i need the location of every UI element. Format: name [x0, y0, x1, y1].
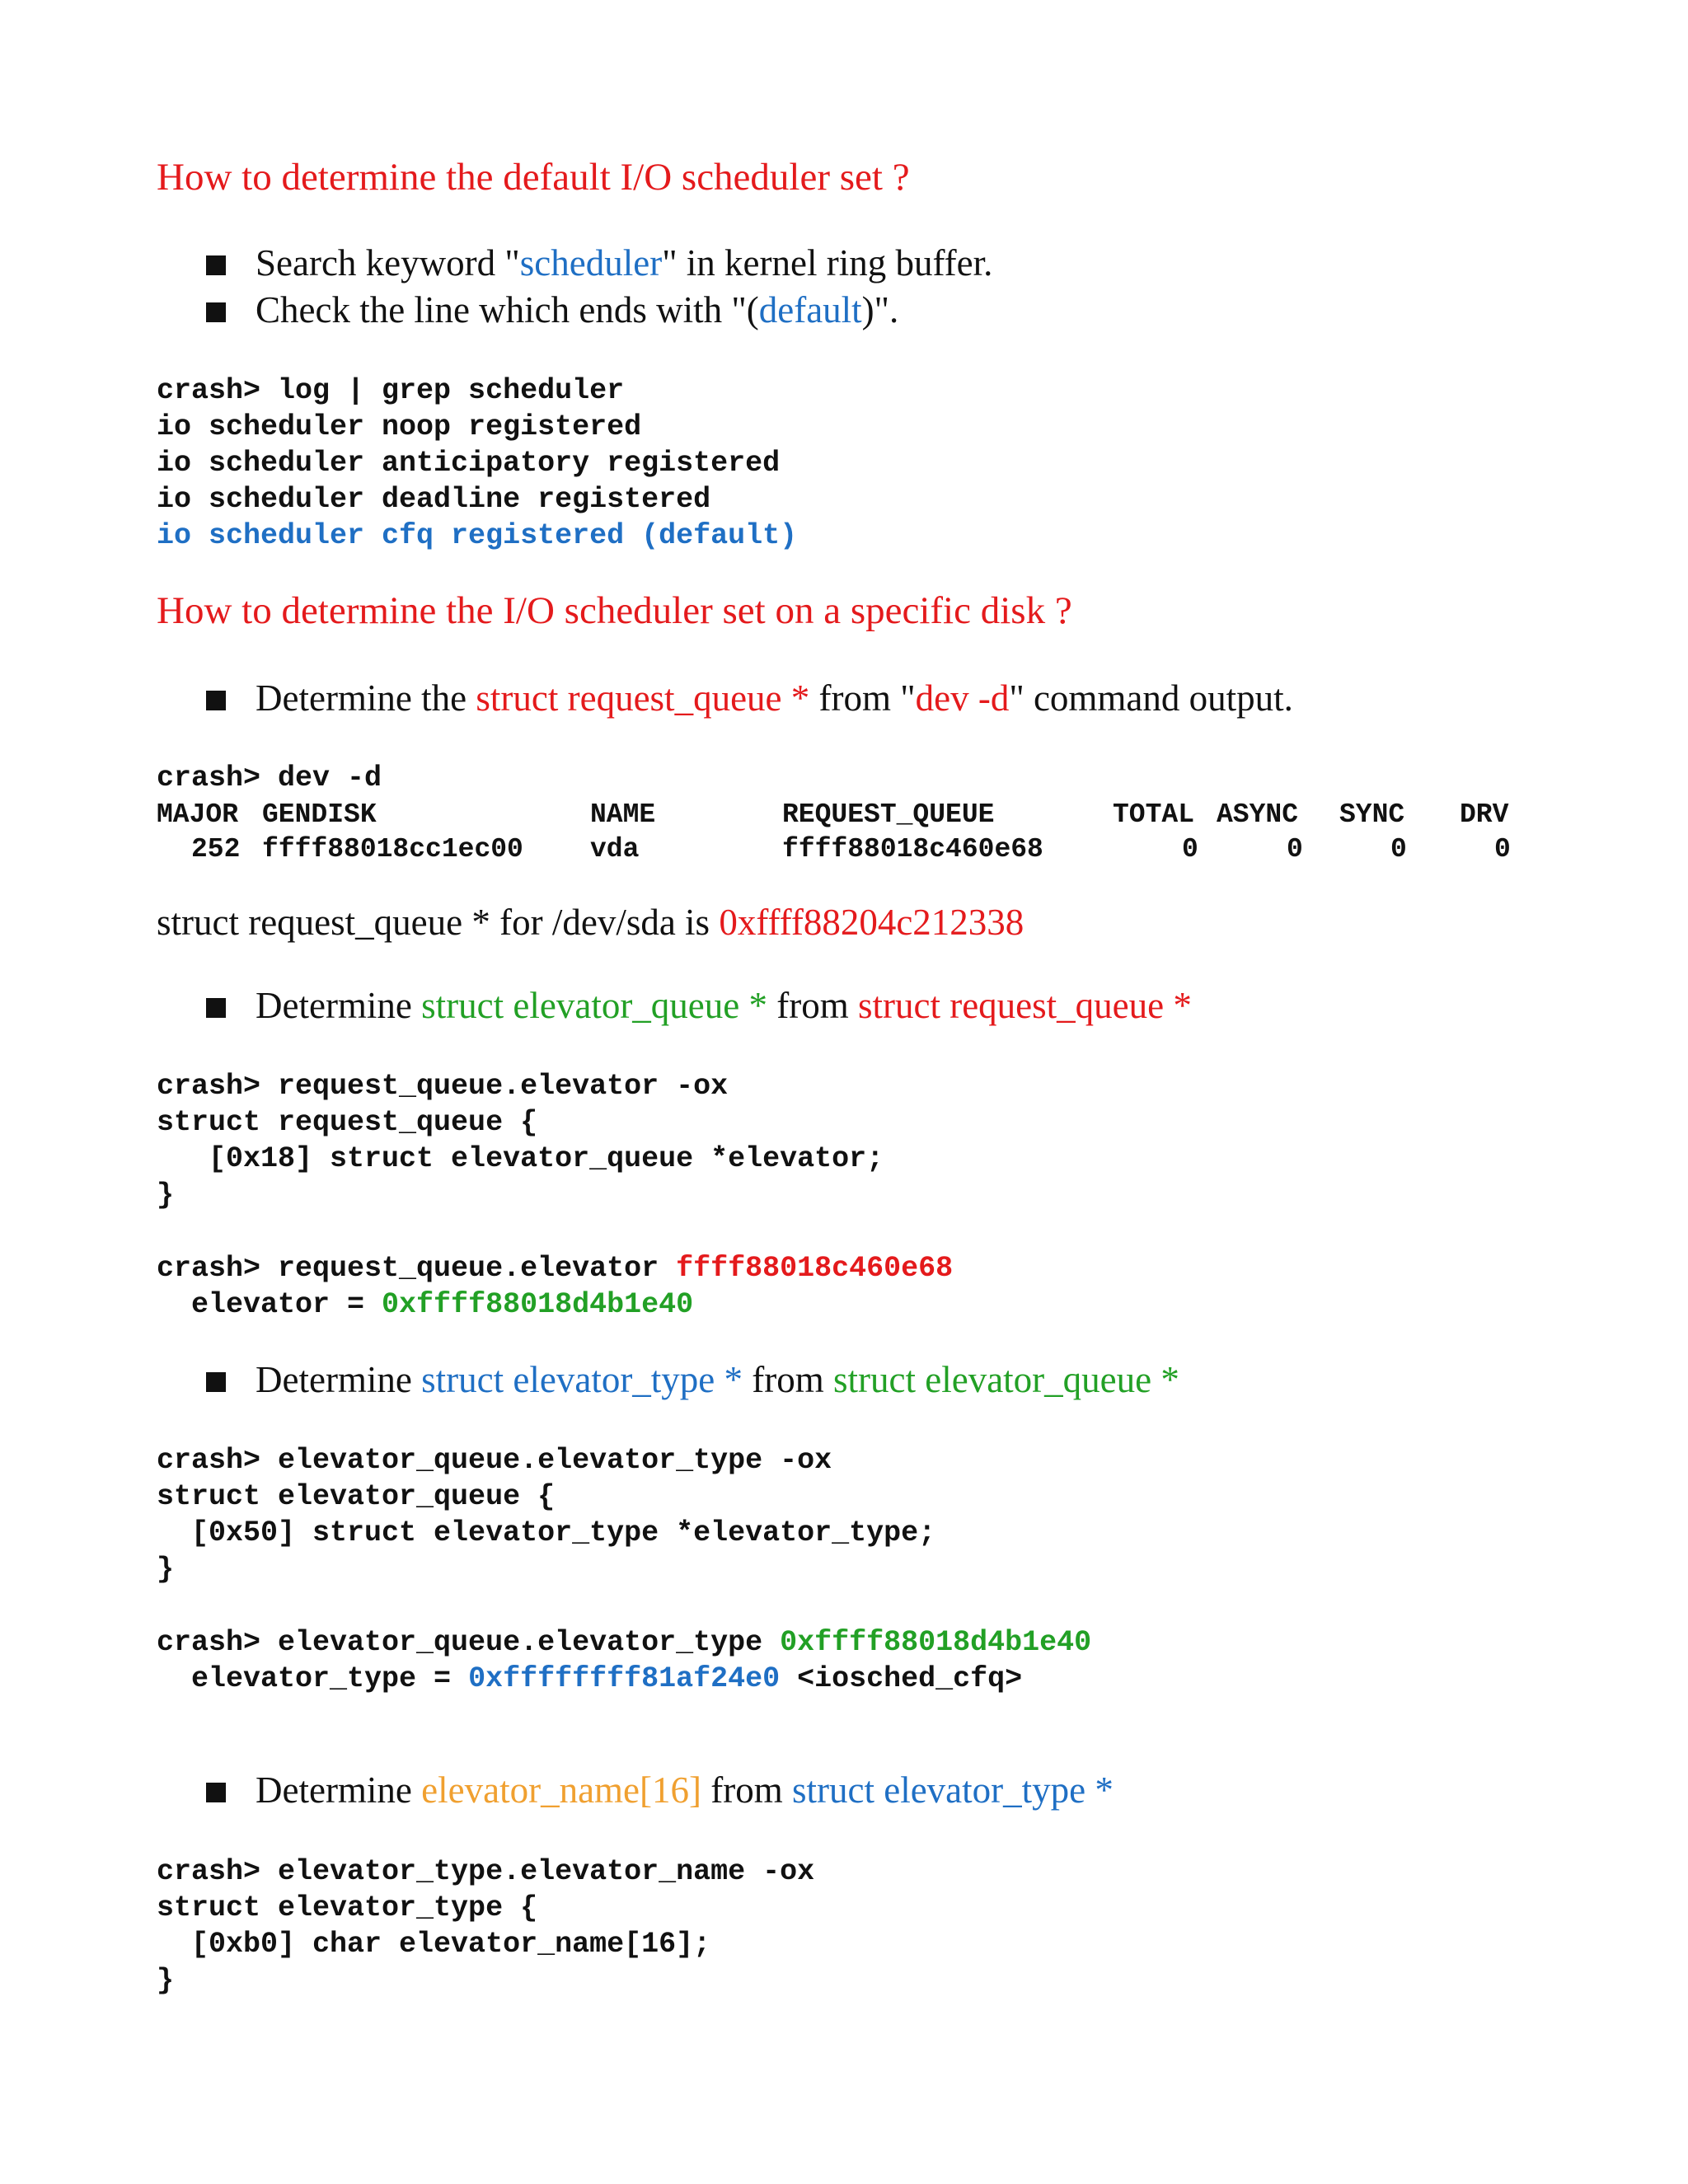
- code-result-value: 0xffff88018d4b1e40: [382, 1288, 694, 1321]
- bullet-highlight: struct elevator_queue *: [421, 985, 768, 1026]
- code-line: io scheduler anticipatory registered: [157, 447, 781, 480]
- code-block-request-queue-elevator: [157, 1068, 884, 1213]
- code-line-dev-cmd: crash> dev -d: [157, 762, 382, 794]
- code-line: crash> elevator_type.elevator_name -ox: [157, 1855, 815, 1888]
- code-block-log: [157, 373, 797, 554]
- bullet-text: from: [701, 1769, 792, 1811]
- code-line: [0x18] struct elevator_queue *elevator;: [157, 1142, 884, 1175]
- code-line: }: [157, 1553, 175, 1586]
- code-line: [0x50] struct elevator_type *elevator_type;: [157, 1516, 936, 1549]
- note-sda-request-queue: [157, 902, 1024, 944]
- table-cell-async: 0: [1287, 834, 1303, 865]
- table-header-total: TOTAL: [1113, 799, 1195, 830]
- table-header-sync: SYNC: [1339, 799, 1405, 830]
- bullet-highlight: elevator_name[16]: [421, 1769, 702, 1811]
- code-line: crash> elevator_queue.elevator_type -ox: [157, 1444, 832, 1477]
- bullet-highlight: struct elevator_queue *: [833, 1359, 1179, 1400]
- bullet-text: Check the line which ends with "(: [256, 289, 759, 330]
- bullet-text: Determine: [256, 1769, 422, 1811]
- table-cell-request-queue: ffff88018c460e68: [782, 834, 1043, 865]
- bullet-determine-request-queue: [256, 678, 1293, 719]
- table-header-gendisk: GENDISK: [262, 799, 377, 830]
- table-cell-total: 0: [1182, 834, 1198, 865]
- bullet-text: Determine: [256, 985, 422, 1026]
- bullet-icon: [206, 998, 226, 1018]
- table-cell-name: vda: [590, 834, 640, 865]
- code-block-elevator-type-value: [157, 1624, 1091, 1697]
- code-line: }: [157, 1179, 175, 1212]
- bullet-text: )".: [861, 289, 899, 330]
- table-cell-drv: 0: [1494, 834, 1511, 865]
- code-line: io scheduler noop registered: [157, 410, 642, 443]
- code-line-default: io scheduler cfq registered (default): [157, 519, 798, 552]
- bullet-text: from ": [809, 677, 916, 719]
- bullet-highlight: struct request_queue *: [858, 985, 1192, 1026]
- bullet-text: from: [743, 1359, 834, 1400]
- bullet-search-keyword: [256, 243, 992, 284]
- code-line: io scheduler deadline registered: [157, 483, 711, 516]
- bullet-highlight: struct request_queue *: [476, 677, 810, 719]
- table-header-request-queue: REQUEST_QUEUE: [782, 799, 995, 830]
- bullet-text: " command output.: [1009, 677, 1293, 719]
- code-argument: 0xffff88018d4b1e40: [780, 1626, 1092, 1659]
- bullet-highlight: struct elevator_type *: [792, 1769, 1114, 1811]
- bullet-highlight: dev -d: [915, 677, 1010, 719]
- bullet-icon: [206, 1783, 226, 1802]
- bullet-highlight: struct elevator_type *: [421, 1359, 743, 1400]
- code-line: [0xb0] char elevator_name[16];: [157, 1928, 711, 1961]
- table-cell-gendisk: ffff88018cc1ec00: [262, 834, 523, 865]
- code-line: struct elevator_queue {: [157, 1480, 556, 1513]
- table-header-name: NAME: [590, 799, 656, 830]
- code-line: crash> request_queue.elevator -ox: [157, 1070, 729, 1103]
- code-line: struct elevator_type {: [157, 1891, 538, 1924]
- bullet-determine-elevator-queue: [256, 986, 1192, 1027]
- code-block-elevator-name: [157, 1854, 814, 1999]
- bullet-icon: [206, 1372, 226, 1392]
- note-text: struct request_queue * for /dev/sda is: [157, 902, 720, 943]
- code-line: crash> log | grep scheduler: [157, 374, 625, 407]
- code-line: elevator =: [157, 1288, 382, 1321]
- code-result-value: 0xffffffff81af24e0: [468, 1662, 781, 1695]
- table-header-major: MAJOR: [157, 799, 239, 830]
- bullet-check-line: [256, 290, 898, 331]
- bullet-icon: [206, 255, 226, 275]
- table-header-async: ASYNC: [1217, 799, 1299, 830]
- bullet-icon: [206, 691, 226, 710]
- section1-heading: How to determine the default I/O scheduler set ?: [157, 156, 910, 199]
- note-address: 0xffff88204c212338: [719, 902, 1025, 943]
- section2-heading: How to determine the I/O scheduler set on a specific disk ?: [157, 589, 1072, 632]
- code-symbol: <iosched_cfq>: [780, 1662, 1023, 1695]
- bullet-text: Search keyword ": [256, 242, 520, 284]
- code-line: crash> elevator_queue.elevator_type: [157, 1626, 781, 1659]
- bullet-icon: [206, 302, 226, 322]
- bullet-highlight: default: [758, 289, 862, 330]
- code-block-elevator-value: [157, 1250, 953, 1323]
- code-line: crash> request_queue.elevator: [157, 1252, 677, 1285]
- bullet-determine-elevator-name: [256, 1770, 1114, 1811]
- bullet-text: Determine: [256, 1359, 422, 1400]
- code-line: struct request_queue {: [157, 1106, 538, 1139]
- bullet-text: Determine the: [256, 677, 476, 719]
- code-block-elevator-queue-type: [157, 1442, 935, 1587]
- bullet-determine-elevator-type: [256, 1360, 1179, 1401]
- bullet-text: from: [767, 985, 858, 1026]
- table-header-drv: DRV: [1460, 799, 1509, 830]
- table-cell-major: 252: [191, 834, 241, 865]
- code-line: elevator_type =: [157, 1662, 469, 1695]
- table-cell-sync: 0: [1390, 834, 1407, 865]
- bullet-highlight: scheduler: [519, 242, 663, 284]
- code-argument: ffff88018c460e68: [676, 1252, 954, 1285]
- code-line: }: [157, 1964, 175, 1997]
- bullet-text: " in kernel ring buffer.: [662, 242, 993, 284]
